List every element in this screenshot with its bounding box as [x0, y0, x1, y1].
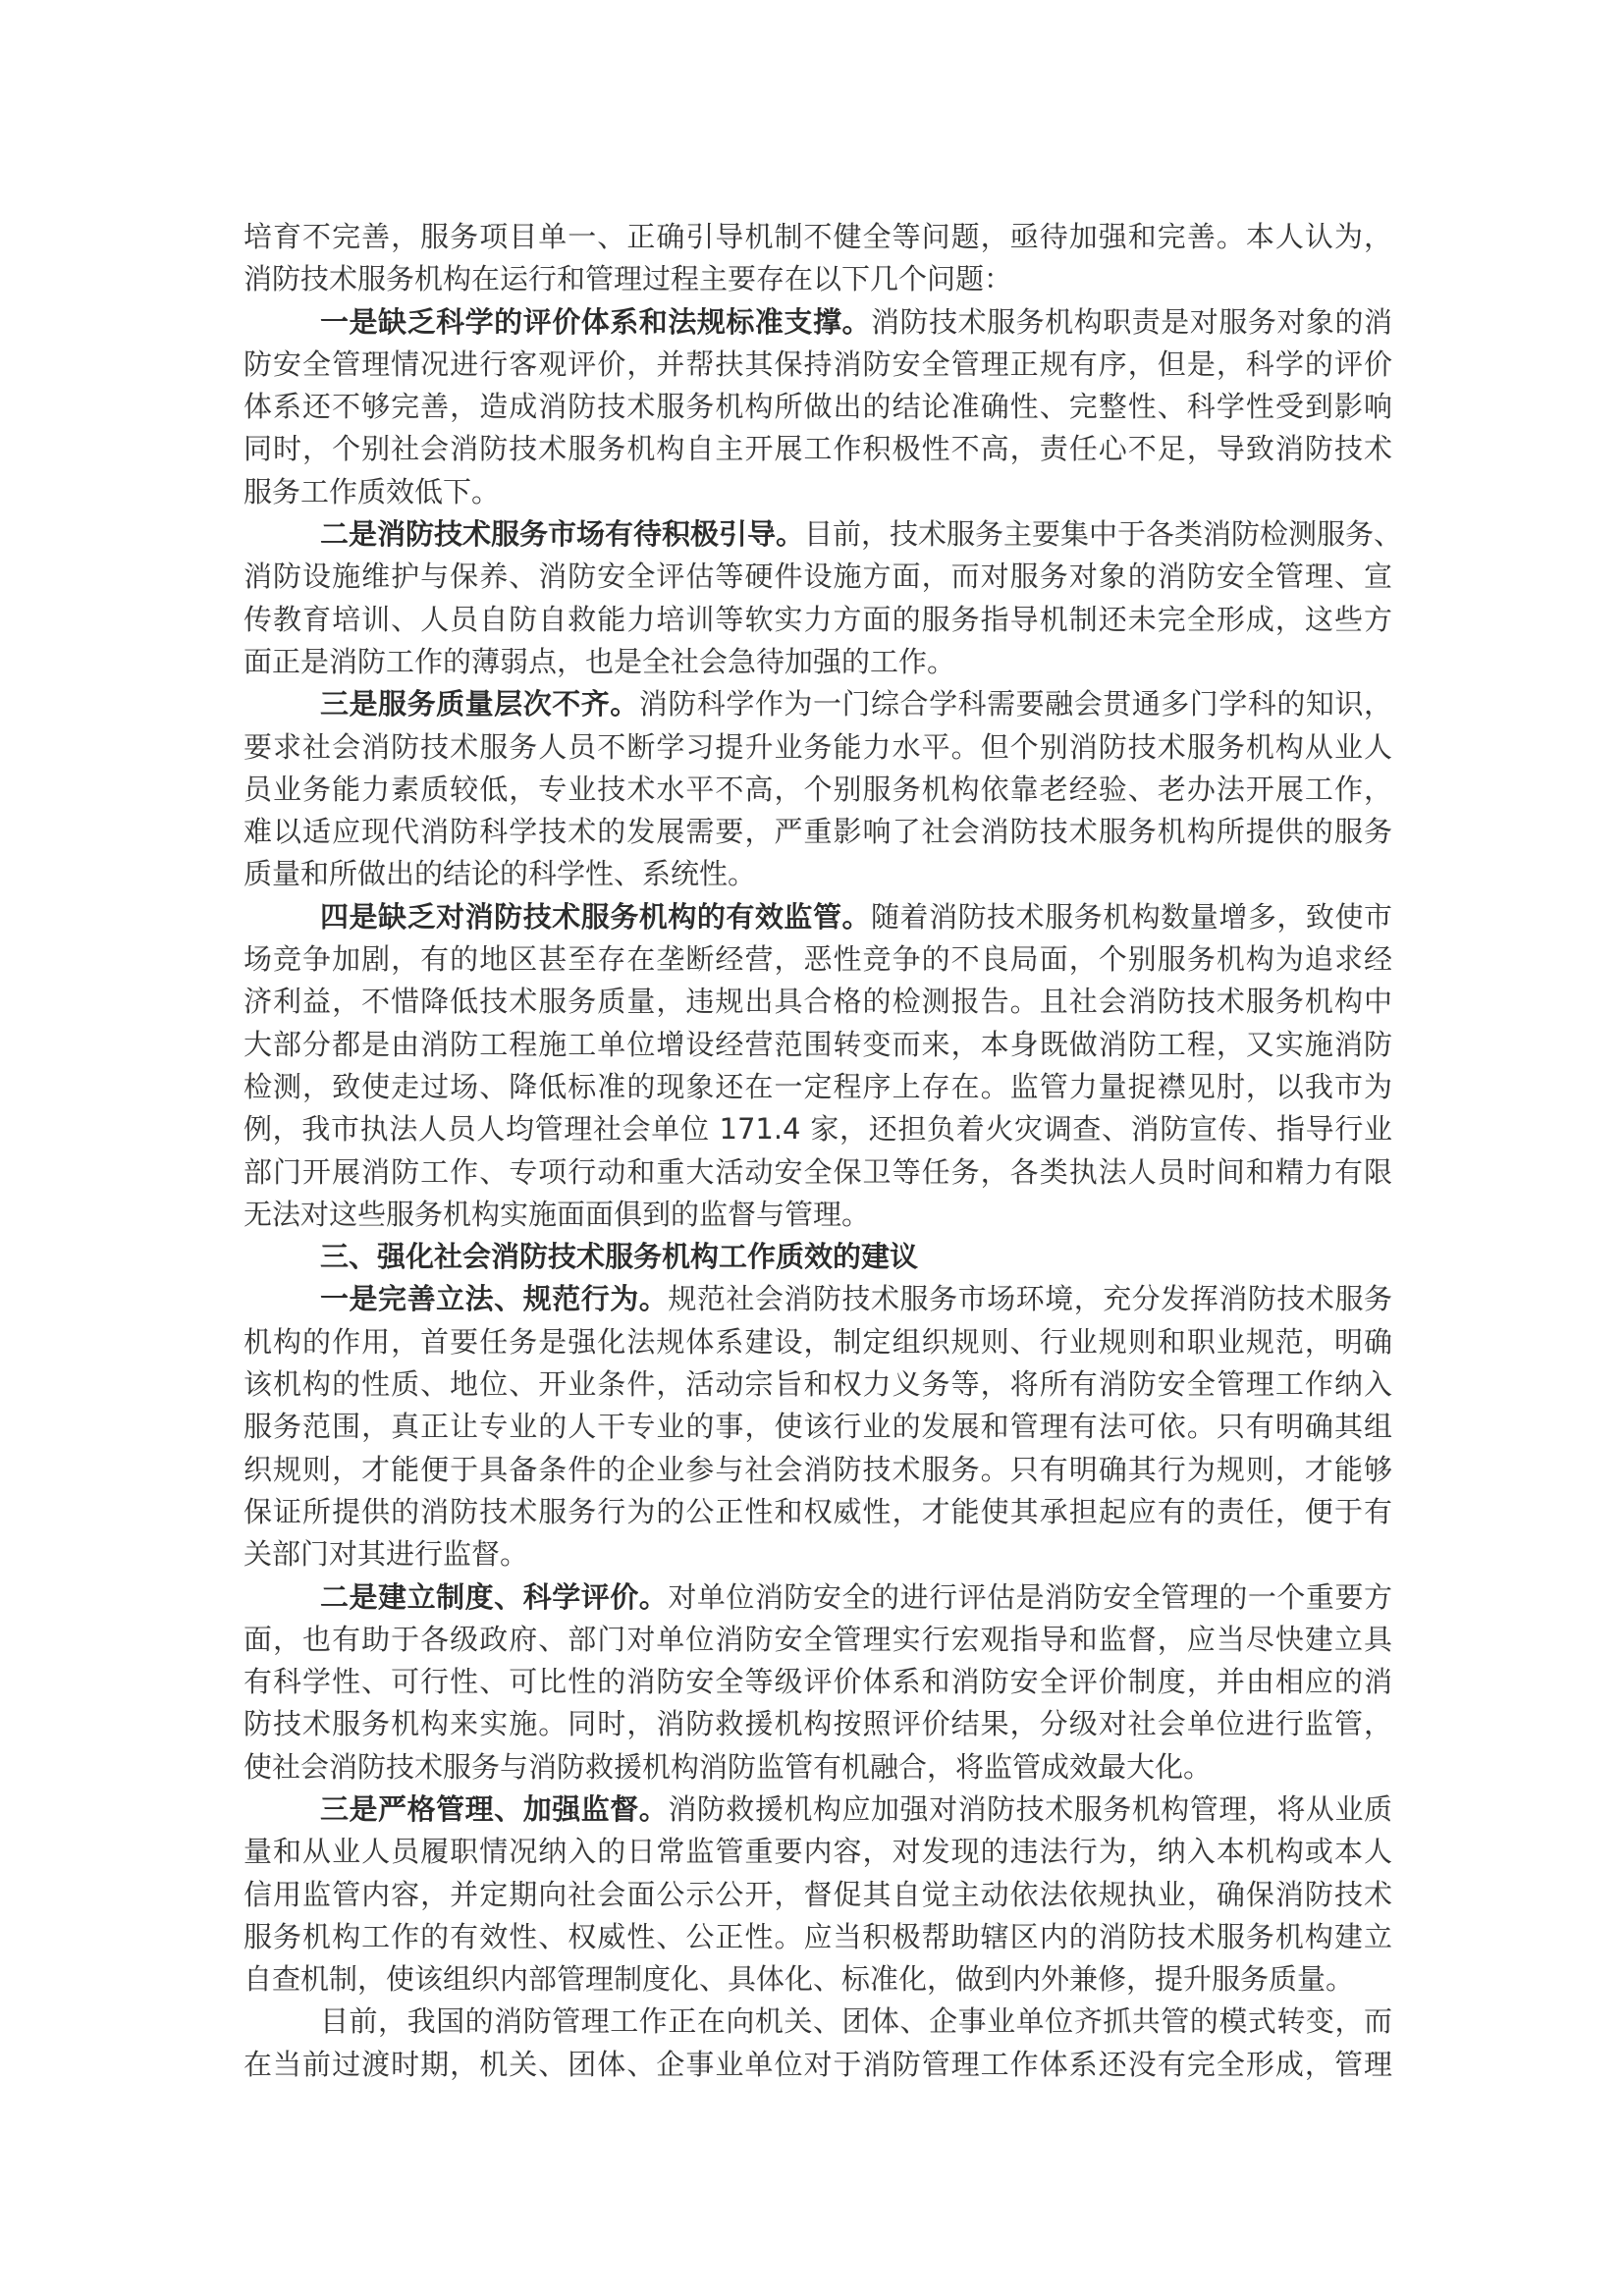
text-line — [244, 471, 1392, 513]
text-line — [244, 599, 1392, 641]
text-line — [244, 896, 1392, 938]
text-line — [244, 2044, 1392, 2086]
bold-heading: 二是建立制度、科学评价。 — [320, 1579, 669, 1614]
text-line — [244, 1066, 1392, 1108]
text-line — [244, 2001, 1392, 2043]
line-text: 部门开展消防工作、专项行动和重大活动安全保卫等任务，各类执法人员时间和精力有限 — [244, 1154, 1392, 1189]
paragraph — [244, 1278, 1392, 1575]
text-line — [244, 1278, 1392, 1320]
bold-heading: 三是服务质量层次不齐。 — [320, 687, 639, 721]
paragraph — [244, 301, 1392, 513]
text-line — [244, 1533, 1392, 1575]
line-text: 防技术服务机构来实施。同时，消防救援机构按照评价结果，分级对社会单位进行监管， — [244, 1707, 1392, 1741]
text-line — [244, 1661, 1392, 1703]
line-text: 服务工作质效低下。 — [244, 474, 501, 508]
text-line — [244, 1491, 1392, 1533]
line-text: 机构的作用，首要任务是强化法规体系建设，制定组织规则、行业规则和职业规范，明确 — [244, 1324, 1392, 1359]
line-text: 有科学性、可行性、可比性的消防安全等级评价体系和消防安全评价制度，并由相应的消 — [244, 1665, 1392, 1699]
text-line — [244, 1108, 1392, 1150]
text-line — [244, 216, 1392, 258]
text-line — [244, 1789, 1392, 1831]
line-text: 目前，技术服务主要集中于各类消防检测服务、 — [804, 517, 1403, 552]
document-body — [244, 216, 1403, 2086]
text-line — [244, 1321, 1392, 1363]
bold-heading: 三、强化社会消防技术服务机构工作质效的建议 — [320, 1240, 919, 1274]
line-text: 消防技术服务机构职责是对服务对象的消 — [871, 304, 1392, 339]
line-text: 量和从业人员履职情况纳入的日常监管重要内容，对发现的违法行为，纳入本机构或本人 — [244, 1835, 1392, 1869]
text-line — [244, 1024, 1392, 1066]
text-line — [244, 1363, 1392, 1406]
text-line — [244, 1449, 1392, 1491]
text-line — [244, 641, 1392, 683]
line-text: 传教育培训、人员自防自救能力培训等软实力方面的服务指导机制还未完全形成，这些方 — [244, 602, 1392, 636]
line-text: 规范社会消防技术服务市场环境，充分发挥消防技术服务 — [668, 1282, 1392, 1316]
paragraph — [244, 1789, 1392, 2001]
line-text: 大部分都是由消防工程施工单位增设经营范围转变而来，本身既做消防工程，又实施消防 — [244, 1027, 1392, 1061]
line-text: 面，也有助于各级政府、部门对单位消防安全管理实行宏观指导和监督，应当尽快建立具 — [244, 1622, 1392, 1656]
paragraph — [244, 1576, 1392, 1789]
text-line — [244, 1406, 1392, 1448]
text-line — [244, 1916, 1392, 1958]
line-text: 要求社会消防技术服务人员不断学习提升业务能力水平。但个别消防技术服务机构从业人 — [244, 729, 1392, 764]
line-text: 保证所提供的消防技术服务行为的公正性和权威性，才能使其承担起应有的责任，便于有 — [244, 1494, 1392, 1528]
text-line — [244, 1958, 1392, 2001]
paragraph — [244, 896, 1392, 1236]
bold-heading: 二是消防技术服务市场有待积极引导。 — [320, 517, 805, 552]
bold-heading: 三是严格管理、加强监督。 — [320, 1791, 669, 1826]
text-line — [244, 258, 1392, 300]
line-text: 例，我市执法人员人均管理社会单位 171.4 家，还担负着火灾调查、消防宣传、指导行业 — [244, 1112, 1392, 1147]
text-line — [244, 981, 1392, 1023]
text-line — [244, 1619, 1392, 1661]
line-text: 信用监管内容，并定期向社会面公示公开，督促其自觉主动依法依规执业，确保消防技术 — [244, 1877, 1392, 1911]
text-line — [244, 513, 1403, 556]
text-line — [244, 1236, 1392, 1278]
text-line — [244, 386, 1392, 428]
line-text: 服务机构工作的有效性、权威性、公正性。应当积极帮助辖区内的消防技术服务机构建立 — [244, 1919, 1392, 1953]
text-line — [244, 853, 1392, 895]
line-text: 对单位消防安全的进行评估是消防安全管理的一个重要方 — [668, 1579, 1392, 1614]
line-text: 员业务能力素质较低，专业技术水平不高，个别服务机构依靠老经验、老办法开展工作， — [244, 772, 1392, 806]
text-line — [244, 344, 1392, 386]
text-line — [244, 1151, 1392, 1194]
text-line — [244, 811, 1392, 853]
text-line — [244, 726, 1392, 769]
line-text: 消防技术服务机构在运行和管理过程主要存在以下几个问题： — [244, 262, 1013, 296]
line-text: 同时，个别社会消防技术服务机构自主开展工作积极性不高，责任心不足，导致消防技术 — [244, 432, 1392, 466]
text-line — [244, 428, 1392, 470]
line-text: 织规则，才能便于具备条件的企业参与社会消防技术服务。只有明确其行为规则，才能够 — [244, 1452, 1392, 1486]
paragraph — [244, 683, 1392, 895]
line-text: 服务范围，真正让专业的人干专业的事，使该行业的发展和管理有法可依。只有明确其组 — [244, 1410, 1392, 1444]
paragraph — [244, 513, 1403, 683]
line-text: 使社会消防技术服务与消防救援机构消防监管有机融合，将监管成效最大化。 — [244, 1749, 1213, 1784]
text-line — [244, 1703, 1392, 1745]
text-line — [244, 938, 1392, 981]
text-line — [244, 301, 1392, 344]
line-text: 自查机制，使该组织内部管理制度化、具体化、标准化，做到内外兼修，提升服务质量。 — [244, 1962, 1355, 1997]
bold-heading: 一是完善立法、规范行为。 — [320, 1282, 669, 1316]
text-line — [244, 769, 1392, 811]
line-text: 济利益，不惜降低技术服务质量，违规出具合格的检测报告。且社会消防技术服务机构中 — [244, 985, 1392, 1019]
line-text: 面正是消防工作的薄弱点，也是全社会急待加强的工作。 — [244, 644, 956, 678]
line-text: 在当前过渡时期，机关、团体、企事业单位对于消防管理工作体系还没有完全形成，管理 — [244, 2047, 1392, 2081]
text-line — [244, 1746, 1392, 1789]
line-text: 消防设施维护与保养、消防安全评估等硬件设施方面，而对服务对象的消防安全管理、宣 — [244, 560, 1392, 594]
text-line — [244, 1831, 1392, 1873]
line-text: 场竞争加剧，有的地区甚至存在垄断经营，恶性竞争的不良局面，个别服务机构为追求经 — [244, 942, 1392, 977]
bold-heading: 一是缺乏科学的评价体系和法规标准支撑。 — [320, 304, 872, 339]
line-text: 培育不完善，服务项目单一、正确引导机制不健全等问题，亟待加强和完善。本人认为， — [244, 220, 1392, 253]
line-text: 关部门对其进行监督。 — [244, 1537, 529, 1572]
text-line — [244, 683, 1392, 725]
line-text: 质量和所做出的结论的科学性、系统性。 — [244, 857, 757, 891]
line-text: 无法对这些服务机构实施面面俱到的监督与管理。 — [244, 1197, 871, 1231]
line-text: 检测，致使走过场、降低标准的现象还在一定程序上存在。监管力量捉襟见肘，以我市为 — [244, 1069, 1392, 1103]
paragraph — [244, 1236, 1392, 1278]
paragraph — [244, 216, 1392, 301]
line-text: 随着消防技术服务机构数量增多，致使市 — [871, 899, 1392, 934]
line-text: 消防救援机构应加强对消防技术服务机构管理，将从业质 — [668, 1791, 1392, 1826]
line-text: 目前，我国的消防管理工作正在向机关、团体、企事业单位齐抓共管的模式转变，而 — [320, 2004, 1392, 2039]
text-line — [244, 1874, 1392, 1916]
line-text: 难以适应现代消防科学技术的发展需要，严重影响了社会消防技术服务机构所提供的服务 — [244, 815, 1392, 849]
text-line — [244, 1576, 1392, 1619]
line-text: 体系还不够完善，造成消防技术服务机构所做出的结论准确性、完整性、科学性受到影响 — [244, 390, 1392, 424]
text-line — [244, 1194, 1392, 1236]
line-text: 消防科学作为一门综合学科需要融会贯通多门学科的知识， — [638, 687, 1392, 721]
paragraph — [244, 2001, 1392, 2086]
text-line — [244, 556, 1392, 598]
bold-heading: 四是缺乏对消防技术服务机构的有效监管。 — [320, 899, 872, 934]
line-text: 防安全管理情况进行客观评价，并帮扶其保持消防安全管理正规有序，但是，科学的评价 — [244, 347, 1392, 381]
line-text: 该机构的性质、地位、开业条件，活动宗旨和权力义务等，将所有消防安全管理工作纳入 — [244, 1367, 1392, 1402]
